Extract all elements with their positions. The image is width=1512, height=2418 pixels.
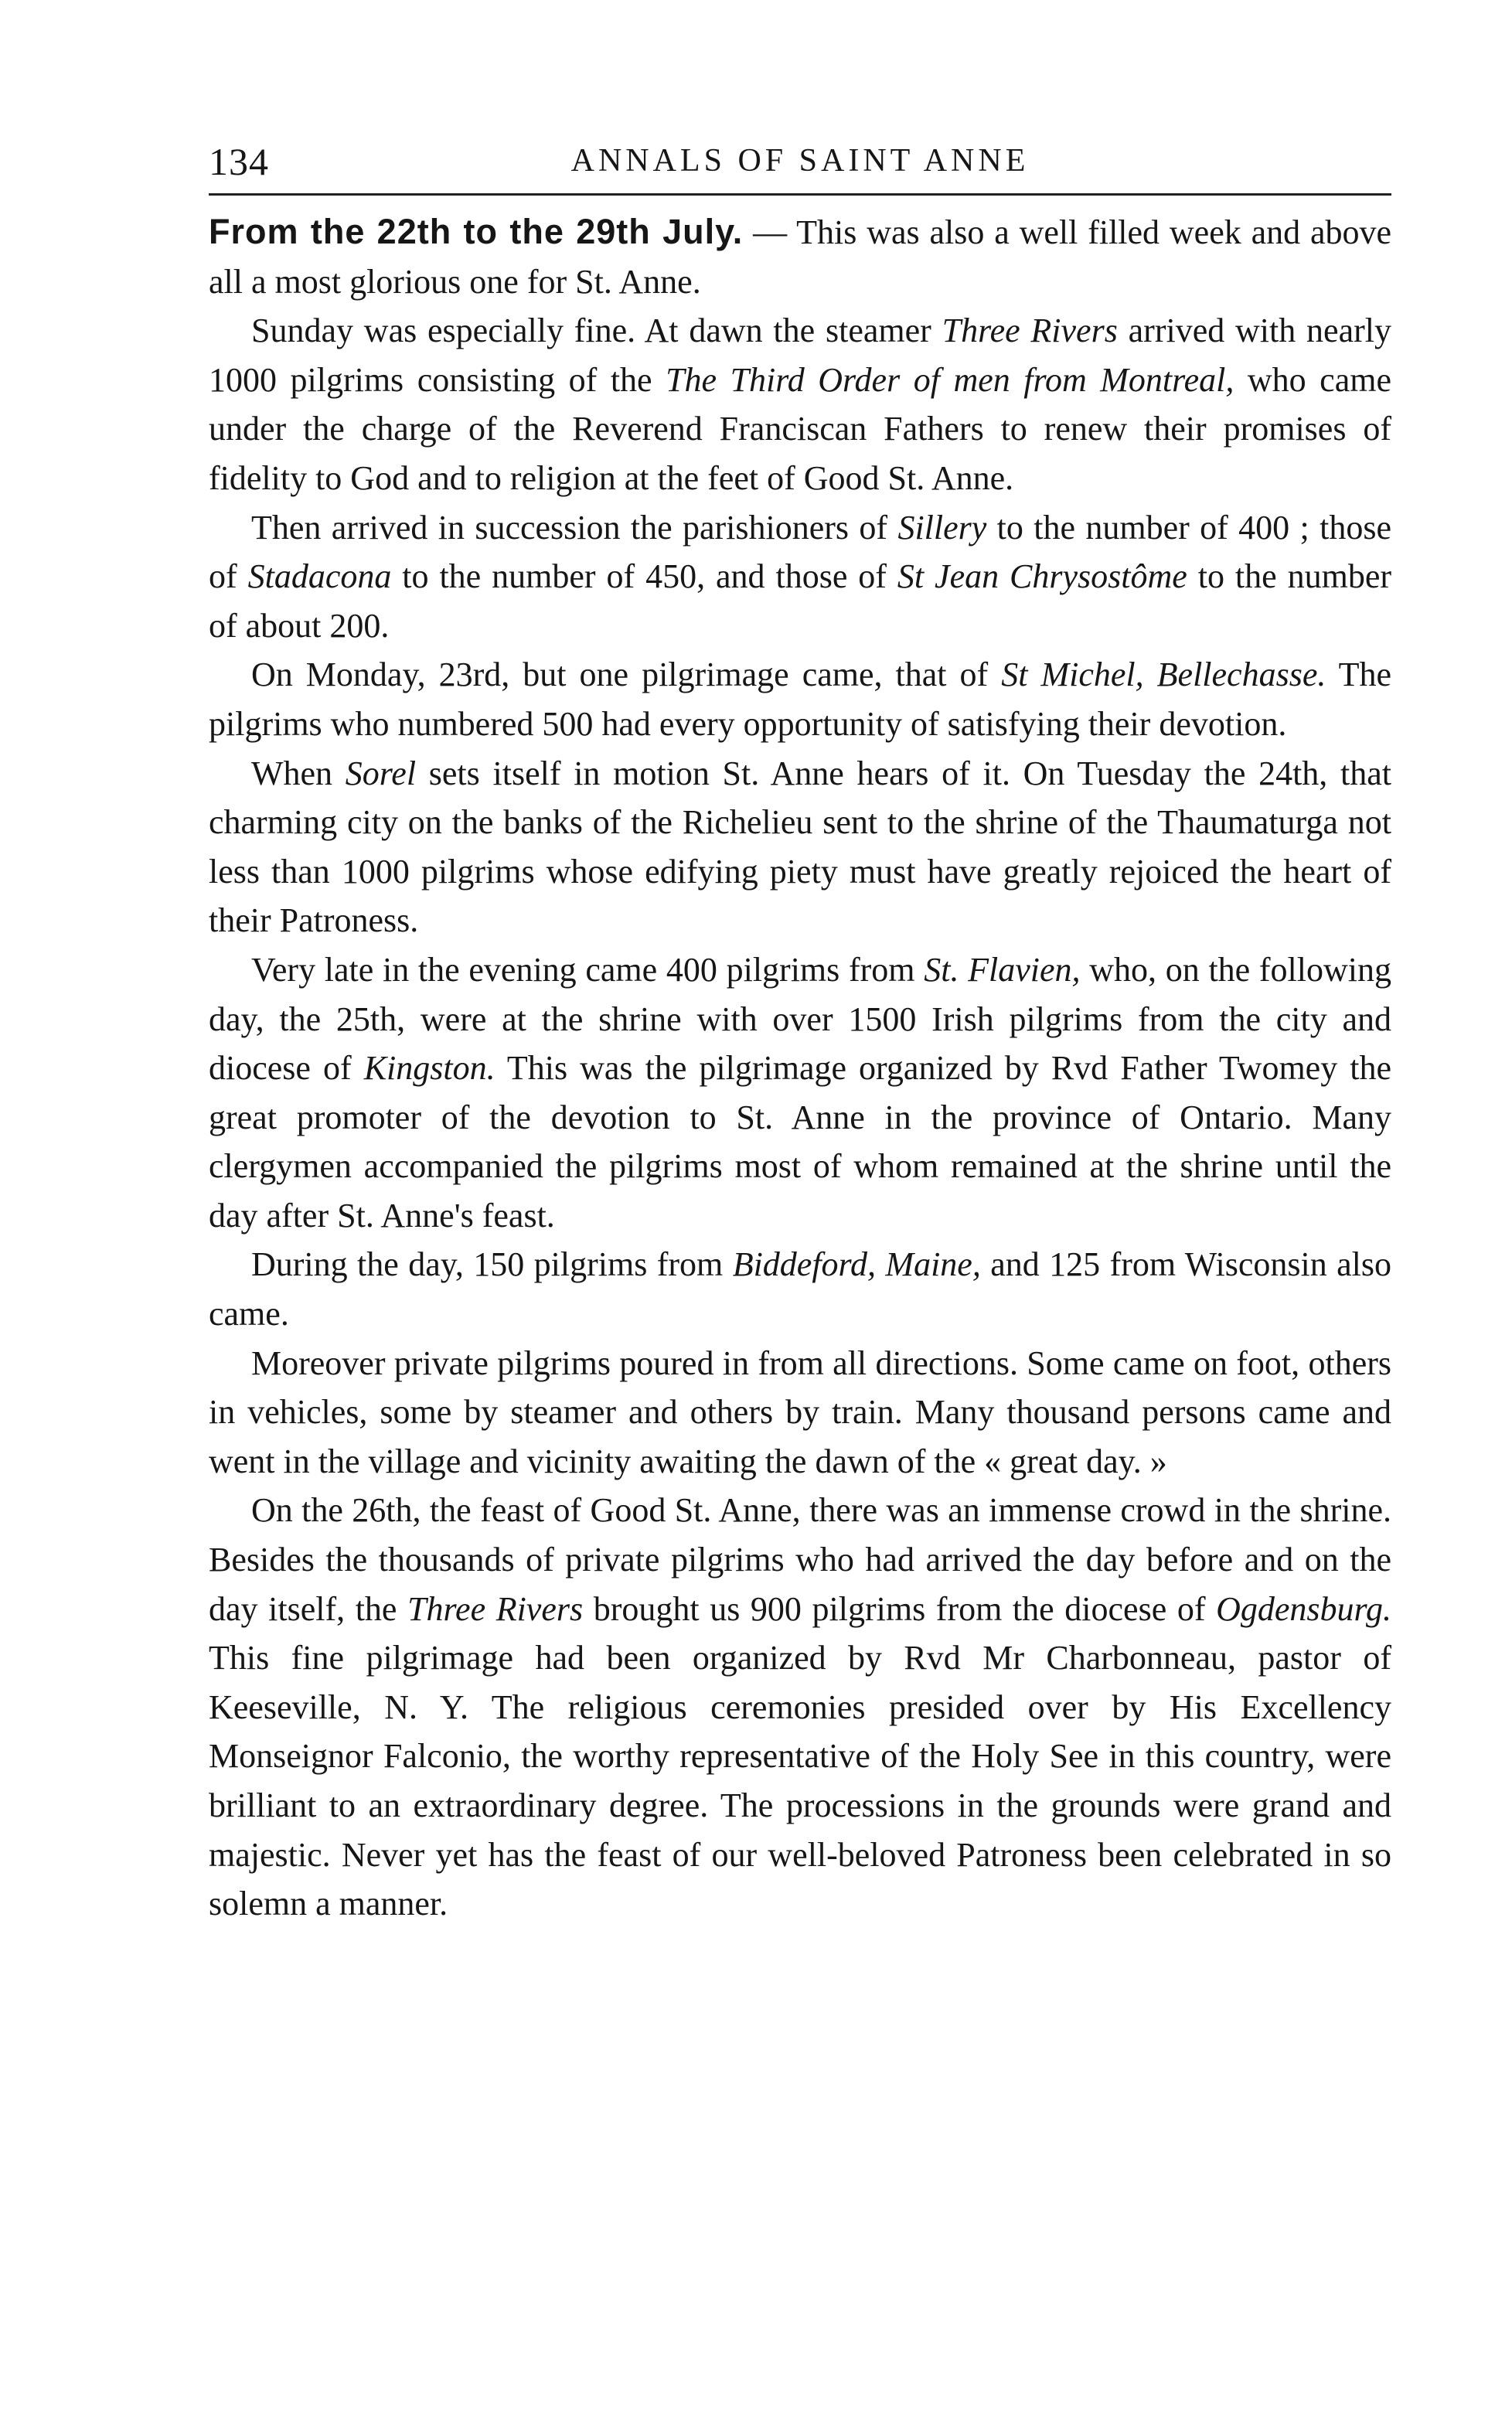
italic-text: St Michel, Bellechasse. — [1001, 656, 1326, 694]
italic-text: Stadacona — [247, 557, 392, 596]
text-run: to the number of about 200. — [209, 557, 1392, 645]
text-run: sets itself in motion St. Anne hears of it. On Tuesday the 24th, that charming city on the banks of the Richelieu sent to the shrine of the Thaumaturga not less than 1000 pilgrims whose edifying piety must have greatly rejoiced the heart of their Patroness. — [209, 754, 1392, 940]
italic-text: Kingston. — [363, 1049, 495, 1088]
section-subheading: From the 22th to the 29th July. — [209, 212, 744, 251]
text-run: — This was also a well filled week and above all a most glorious one for St. Anne. — [209, 213, 1391, 301]
text-run: On the 26th, the feast of Good St. Anne, there was an immense crowd in the shrine. Besides the thousands of private pilgrims who had arrived the day before and on the day itself, the — [209, 1491, 1391, 1628]
text-run: who, on the following day, the 25th, were at the shrine with over 1500 Irish pilgrims from the city and diocese of — [209, 950, 1391, 1088]
paragraph — [209, 650, 1391, 748]
text-run: Then arrived in succession the parishioners of — [251, 508, 898, 547]
text-run: to the number of 450, and those of — [391, 557, 897, 596]
text-run: The pilgrims who numbered 500 had every opportunity of satisfying their devotion. — [209, 656, 1391, 743]
italic-text: St. Flavien, — [924, 950, 1081, 989]
paragraph — [209, 1339, 1391, 1487]
italic-text: Ogdensburg. — [1216, 1589, 1391, 1628]
paragraph — [209, 207, 1391, 306]
page-number: 134 — [209, 140, 269, 183]
text-run: This fine pilgrimage had been organized by Rvd Mr Charbonneau, pastor of Keeseville, N. Y. The religious ceremonies presided over by His Excellency Monseignor Falconio, the worthy representative of the Holy See in this country, were brilliant to an extraordinary degree. The processions in the grounds were grand and majestic. Never yet has the feast of our well-beloved Patroness been celebrated in so solemn a manner. — [209, 1639, 1391, 1923]
text-run: who came under the charge of the Reverend Franciscan Fathers to renew their promises of fidelity to God and to religion at the feet of Good St. Anne. — [209, 360, 1391, 497]
italic-text: St Jean Chrysostôme — [897, 557, 1187, 596]
italic-text: Sorel — [345, 754, 417, 792]
text-run: This was the pilgrimage organized by Rvd Father Twomey the great promoter of the devotion to St. Anne in the province of Ontario. Many clergymen accompanied the pilgrims most of whom remained at the shrine until the day after St. Anne's feast. — [209, 1049, 1392, 1235]
text-run: When — [251, 754, 346, 792]
italic-text: Three Rivers — [407, 1589, 584, 1628]
italic-text: Sillery — [897, 508, 987, 547]
text-run: During the day, 150 pilgrims from — [251, 1245, 733, 1284]
text-run: brought us 900 pilgrims from the diocese of — [583, 1589, 1217, 1628]
text-run: and 125 from Wisconsin also came. — [209, 1245, 1391, 1333]
body-text — [209, 207, 1391, 1929]
paragraph — [209, 1240, 1391, 1338]
italic-text: The Third Order of men from Montreal, — [666, 360, 1234, 399]
text-run: On Monday, 23rd, but one pilgrimage came, that of — [251, 656, 1002, 694]
paragraph — [209, 749, 1391, 945]
paragraph — [209, 1486, 1391, 1928]
paragraph — [209, 306, 1391, 502]
italic-text: Biddeford, Maine, — [732, 1245, 981, 1284]
paragraph — [209, 503, 1391, 651]
italic-text: Three Rivers — [942, 312, 1118, 350]
text-run: Moreover private pilgrims poured in from all directions. Some came on foot, others in vehicles, some by steamer and others by train. Many thousand persons came and went in the village and vicinity awaiting the dawn of the « great day. » — [209, 1344, 1391, 1480]
page-header — [209, 139, 1391, 186]
paragraph — [209, 945, 1391, 1241]
text-run: Very late in the evening came 400 pilgrims from — [251, 950, 925, 989]
text-run: to the number of 400 ; those of — [209, 508, 1391, 596]
text-run: Sunday was especially fine. At dawn the steamer — [251, 312, 942, 350]
running-title: ANNALS OF SAINT ANNE — [570, 143, 1030, 179]
header-rule — [209, 193, 1391, 196]
text-run: arrived with nearly 1000 pilgrims consisting of the — [209, 312, 1391, 399]
